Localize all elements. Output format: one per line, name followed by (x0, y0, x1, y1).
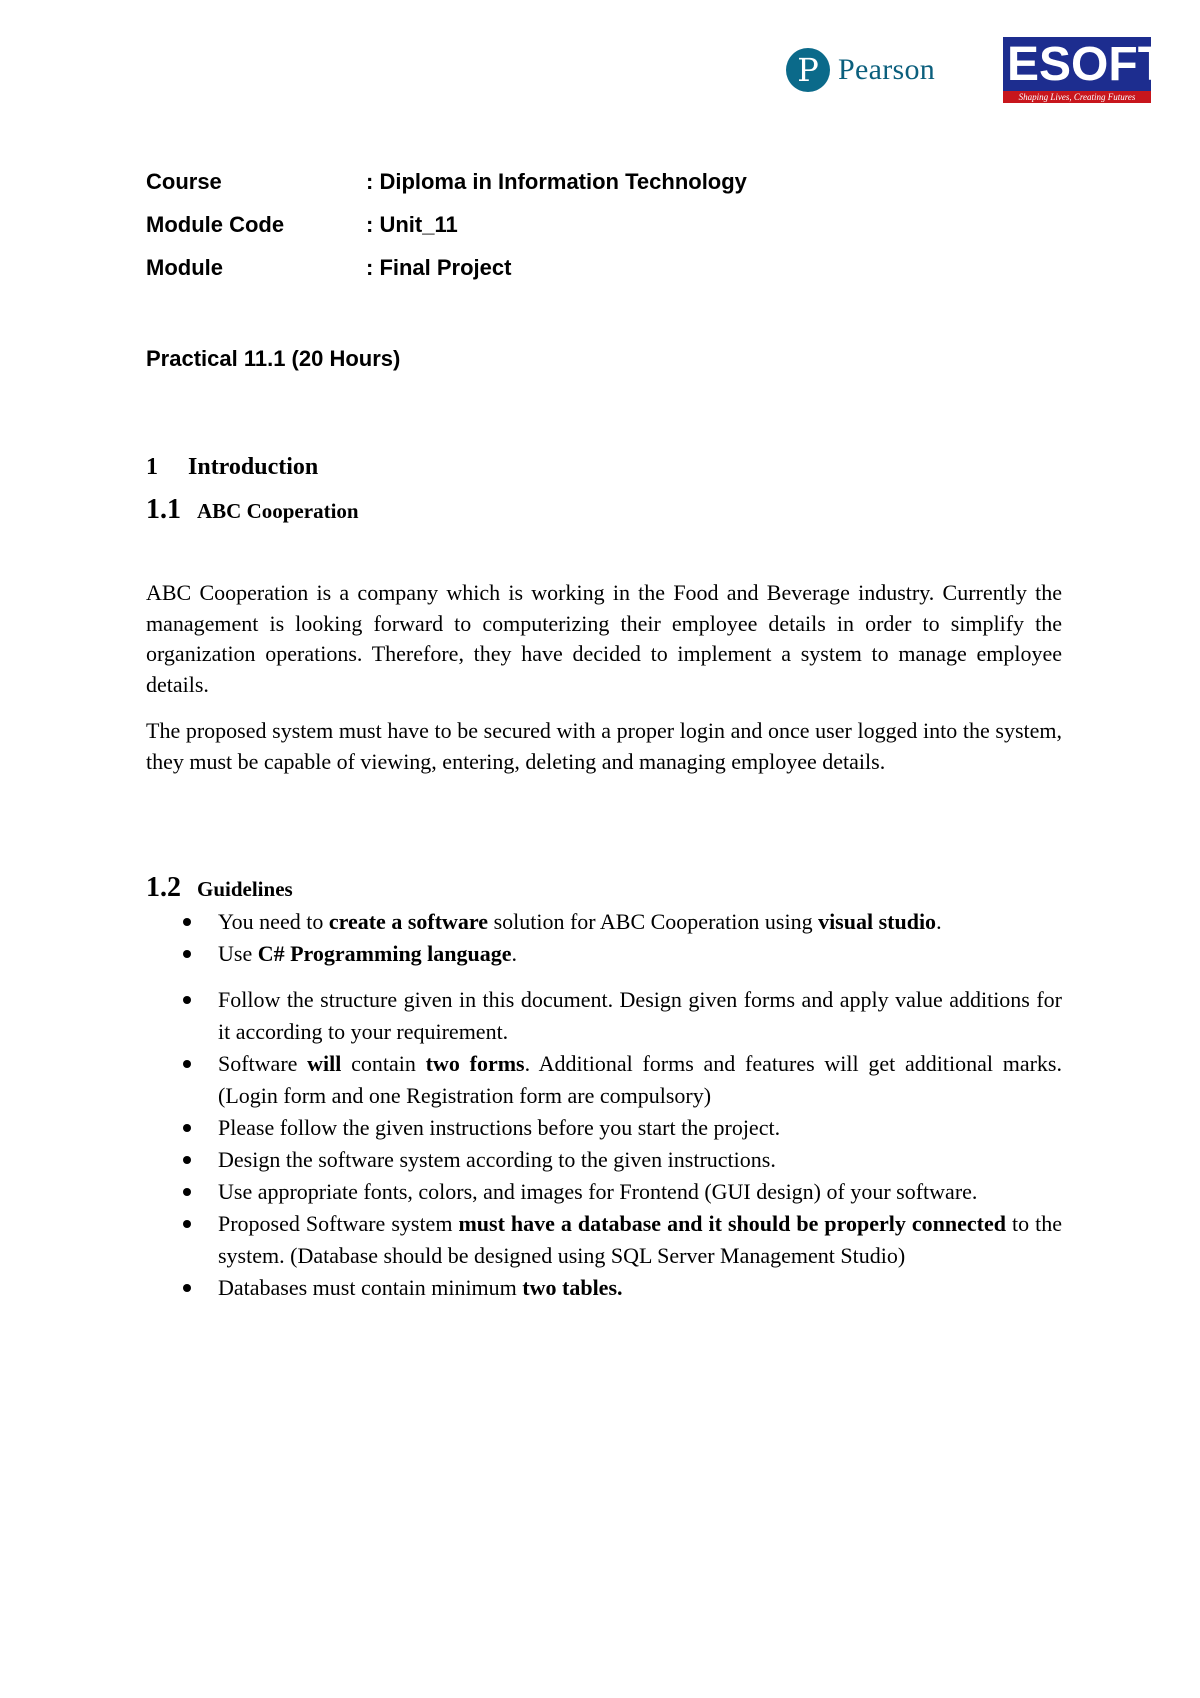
list-item: Please follow the given instructions before you start the project. (146, 1112, 1062, 1144)
bullet-icon (183, 950, 191, 958)
subsection-title: ABC Cooperation (197, 499, 359, 523)
list-item: Software will contain two forms. Additional forms and features will get additional marks. (Login form and one Registration form are compulsory) (146, 1048, 1062, 1112)
list-item: Follow the structure given in this document. Design given forms and apply value additions for it according to your requirement. (146, 984, 1062, 1048)
section-number: 1 (146, 454, 158, 480)
list-item: Databases must contain minimum two tables. (146, 1272, 1062, 1304)
pearson-wordmark: Pearson (838, 53, 936, 86)
list-item: Proposed Software system must have a database and it should be properly connected to the system. (Database should be designed using SQL Server Management Studio) (146, 1208, 1062, 1272)
bullet-icon (183, 1188, 191, 1196)
bullet-icon (183, 1284, 191, 1292)
list-item: You need to create a software solution for ABC Cooperation using visual studio. (146, 906, 1062, 938)
guidelines-list (146, 906, 1062, 1304)
intro-paragraph-1: ABC Cooperation is a company which is working in the Food and Beverage industry. Currently the management is looking forward to computerizing their employee details in order to simplify the organization operations. Therefore, they have decided to implement a system to manage employee details. (146, 580, 1062, 697)
bullet-icon (183, 1060, 191, 1068)
list-item: Design the software system according to the given instructions. (146, 1144, 1062, 1176)
bullet-icon (183, 996, 191, 1004)
pearson-logo (786, 48, 935, 92)
esoft-wordmark: ESOFT (1007, 38, 1168, 91)
meta-row-course (146, 169, 747, 212)
subsection-number: 1.2 (146, 872, 181, 903)
section-title: Introduction (188, 454, 319, 480)
meta-value: : Unit_11 (366, 212, 458, 237)
intro-paragraph-2: The proposed system must have to be secured with a proper login and once user logged into the system, they must be capable of viewing, entering, deleting and managing employee details. (146, 718, 1062, 774)
meta-row-module (146, 255, 747, 298)
list-item: Use C# Programming language. (146, 938, 1062, 970)
esoft-logo (1003, 37, 1168, 103)
meta-row-module-code (146, 212, 747, 255)
subsection-heading-abc (146, 494, 359, 526)
bullet-icon (183, 1220, 191, 1228)
esoft-tagline: Shaping Lives, Creating Futures (1018, 92, 1136, 102)
practical-heading: Practical 11.1 (20 Hours) (146, 346, 401, 371)
bullet-icon (183, 918, 191, 926)
bullet-icon (183, 1156, 191, 1164)
meta-label: Module Code (146, 212, 285, 237)
subsection-title: Guidelines (197, 877, 293, 901)
subsection-heading-guidelines (146, 872, 293, 904)
pearson-mark-icon: P (786, 48, 830, 92)
section-heading-introduction (146, 454, 318, 481)
meta-label: Module (146, 255, 223, 280)
meta-value: : Final Project (366, 255, 512, 280)
subsection-number: 1.1 (146, 494, 181, 525)
meta-label: Course (146, 169, 222, 194)
meta-value: : Diploma in Information Technology (366, 169, 747, 194)
bullet-icon (183, 1124, 191, 1132)
course-meta (146, 169, 747, 298)
list-item: Use appropriate fonts, colors, and images for Frontend (GUI design) of your software. (146, 1176, 1062, 1208)
